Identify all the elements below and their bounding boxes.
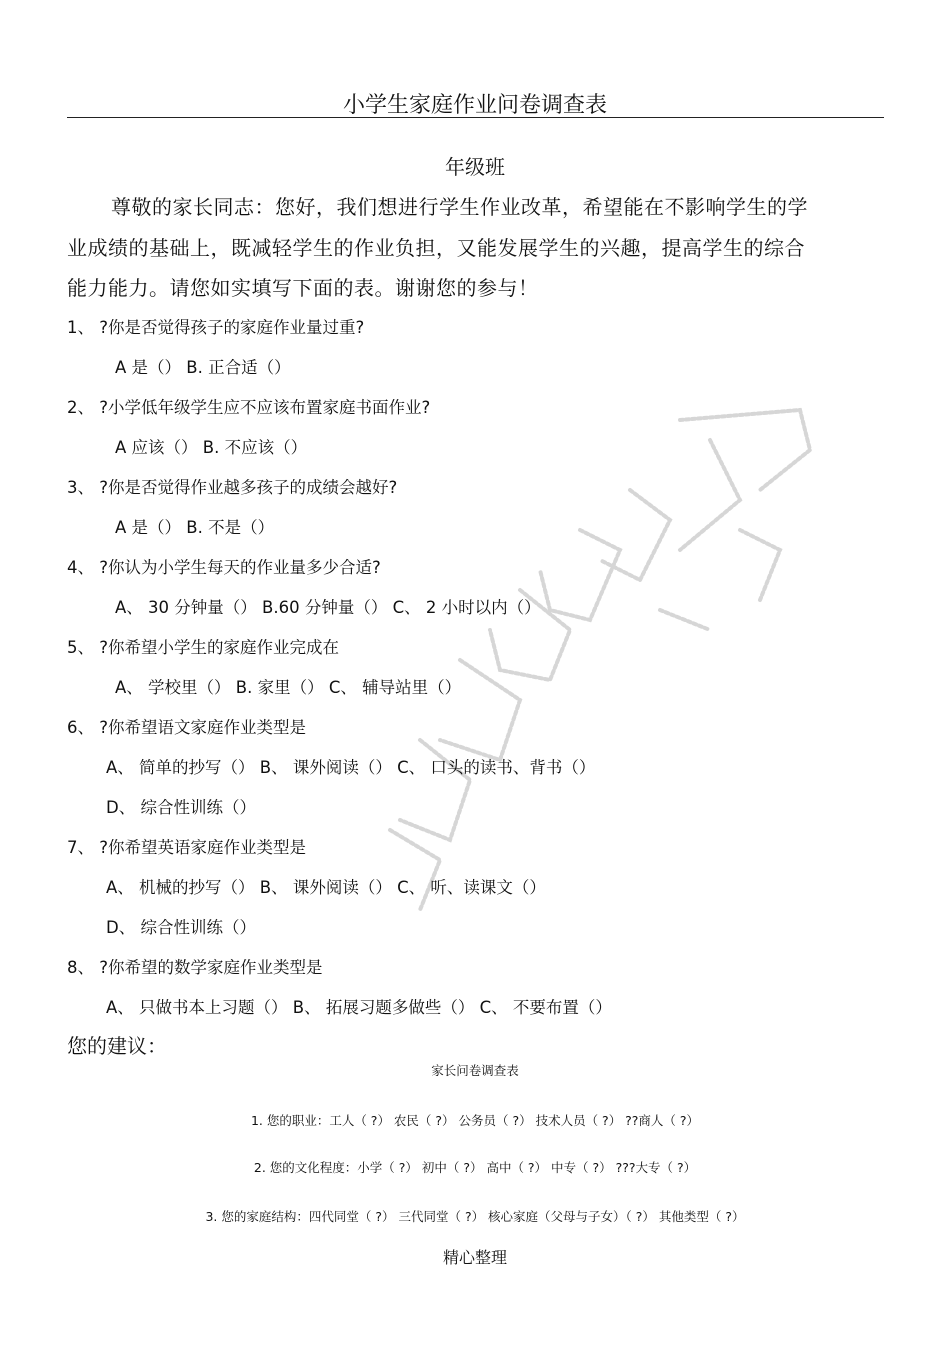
question-6-options-line-1: A、 简单的抄写（） B、 课外阅读（） C、 口头的读书、背书（） xyxy=(106,758,596,777)
grade-class-line: 年级班 xyxy=(445,155,505,179)
question-7-options-line-1: A、 机械的抄写（） B、 课外阅读（） C、 听、读课文（） xyxy=(106,878,546,897)
question-4-options: A、 30 分钟量（） B.60 分钟量（） C、 2 小时以内（） xyxy=(115,598,541,617)
parent-survey-line-1: 1. 您的职业：工人（ ?） 农民（ ?） 公务员（ ?） 技术人员（ ?） ??商人（ ?） xyxy=(250,1113,700,1128)
question-1: 1、 ?你是否觉得孩子的家庭作业量过重? xyxy=(67,318,365,337)
question-7: 7、 ?你希望英语家庭作业类型是 xyxy=(67,838,307,857)
question-5-options: A、 学校里（） B. 家里（） C、 辅导站里（） xyxy=(115,678,462,697)
question-4: 4、 ?你认为小学生每天的作业量多少合适? xyxy=(67,558,381,577)
title-underline xyxy=(67,117,884,118)
question-2: 2、 ?小学低年级学生应不应该布置家庭书面作业? xyxy=(67,398,431,417)
parent-survey-line-3: 3. 您的家庭结构：四代同堂（ ?） 三代同堂（ ?） 核心家庭（父母与子女）（ ?） 其他类型（ ?） xyxy=(205,1209,745,1224)
parent-survey-title: 家长问卷调查表 xyxy=(431,1063,519,1078)
question-2-options: A 应该（） B. 不应该（） xyxy=(115,438,308,457)
question-6-options-line-2: D、 综合性训练（） xyxy=(106,798,256,817)
suggestion-label: 您的建议： xyxy=(67,1034,167,1058)
question-3-options: A 是（） B. 不是（） xyxy=(115,518,275,537)
question-5: 5、 ?你希望小学生的家庭作业完成在 xyxy=(67,638,340,657)
intro-line-2: 业成绩的基础上，既减轻学生的作业负担，又能发展学生的兴趣，提高学生的综合 xyxy=(67,236,805,260)
question-8-options: A、 只做书本上习题（） B、 拓展习题多做些（） C、 不要布置（） xyxy=(106,998,612,1017)
question-3: 3、 ?你是否觉得作业越多孩子的成绩会越好? xyxy=(67,478,398,497)
question-7-options-line-2: D、 综合性训练（） xyxy=(106,918,256,937)
question-6: 6、 ?你希望语文家庭作业类型是 xyxy=(67,718,307,737)
parent-survey-line-2: 2. 您的文化程度：小学（ ?） 初中（ ?） 高中（ ?） 中专（ ?） ???大专（ ?） xyxy=(253,1160,697,1175)
footer-text: 精心整理 xyxy=(442,1248,507,1267)
question-8: 8、 ?你希望的数学家庭作业类型是 xyxy=(67,958,323,977)
question-1-options: A 是（） B. 正合适（） xyxy=(115,358,291,377)
intro-line-3: 能力能力。请您如实填写下面的表。谢谢您的参与！ xyxy=(67,276,539,300)
page-title: 小学生家庭作业问卷调查表 xyxy=(342,93,607,118)
watermark-stamp-icon xyxy=(380,380,840,920)
intro-line-1: 尊敬的家长同志：您好，我们想进行学生作业改革，希望能在不影响学生的学 xyxy=(111,195,808,219)
